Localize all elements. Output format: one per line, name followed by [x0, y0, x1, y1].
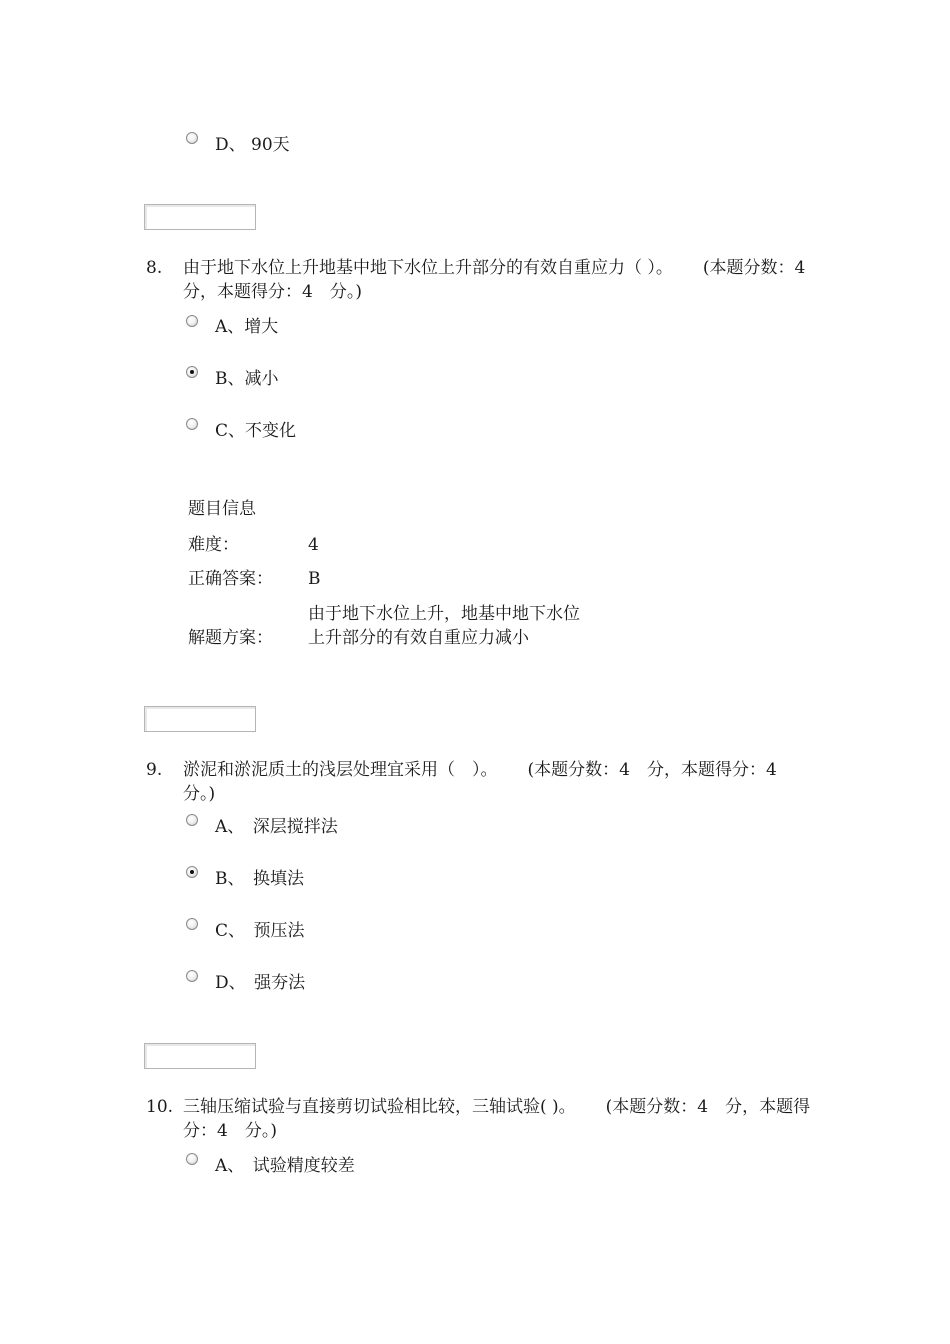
q8-option-c-radio[interactable]: [186, 418, 198, 430]
q8-answer-label: 正确答案：: [188, 569, 273, 589]
q9-score: (本题分数：4 分，本题得分：4 分。): [183, 760, 794, 804]
q7-option-d-label: D、 90天: [215, 135, 290, 155]
q8-question-text: 由于地下水位上升地基中地下水位上升部分的有效自重应力（ ）。: [183, 258, 673, 278]
q9-answer-box: [144, 1043, 256, 1069]
q8-option-a-radio[interactable]: [186, 315, 198, 327]
q8-info-title: 题目信息: [188, 499, 256, 519]
q8-difficulty-value: 4: [308, 535, 319, 555]
q9-number: 9.: [146, 760, 163, 780]
q9-option-b-label: B、 换填法: [215, 869, 304, 889]
q9-option-c-radio[interactable]: [186, 918, 198, 930]
q9-option-a-radio[interactable]: [186, 814, 198, 826]
q8-option-b-radio[interactable]: [186, 366, 198, 378]
q9-question: [183, 758, 813, 806]
q9-option-c-label: C、 预压法: [215, 921, 305, 941]
q10-score: (本题分数：4 分，本题得分：4 分。): [183, 1097, 811, 1141]
q9-option-b-radio[interactable]: [186, 866, 198, 878]
q10-option-a-radio[interactable]: [186, 1153, 198, 1165]
q9-option-d-radio[interactable]: [186, 970, 198, 982]
q8-answer-box: [144, 706, 256, 732]
q8-score: (本题分数：4 分，本题得分：4 分。): [183, 258, 823, 302]
q8-solution-value: 由于地下水位上升，地基中地下水位上升部分的有效自重应力减小: [308, 604, 580, 648]
q7-option-d-radio[interactable]: [186, 132, 198, 144]
q8-question: [183, 256, 823, 304]
q7-answer-box: [144, 204, 256, 230]
q9-question-text: 淤泥和淤泥质土的浅层处理宜采用（ ）。: [183, 760, 498, 780]
q9-option-a-label: A、 深层搅拌法: [215, 817, 338, 837]
q9-option-d-label: D、 强夯法: [215, 973, 306, 993]
q8-solution-label: 解题方案：: [188, 628, 273, 648]
q8-answer-value: B: [308, 569, 321, 589]
q8-option-c-label: C、不变化: [215, 421, 297, 441]
q8-option-a-label: A、增大: [215, 317, 279, 337]
q8-option-b-label: B、减小: [215, 369, 279, 389]
q10-option-a-label: A、 试验精度较差: [215, 1156, 355, 1176]
q8-number: 8.: [146, 258, 163, 278]
q10-question-text: 三轴压缩试验与直接剪切试验相比较，三轴试验( )。: [183, 1097, 576, 1117]
q10-question: [183, 1095, 813, 1143]
q10-number: 10.: [146, 1097, 174, 1117]
q8-difficulty-label: 难度：: [188, 535, 239, 555]
